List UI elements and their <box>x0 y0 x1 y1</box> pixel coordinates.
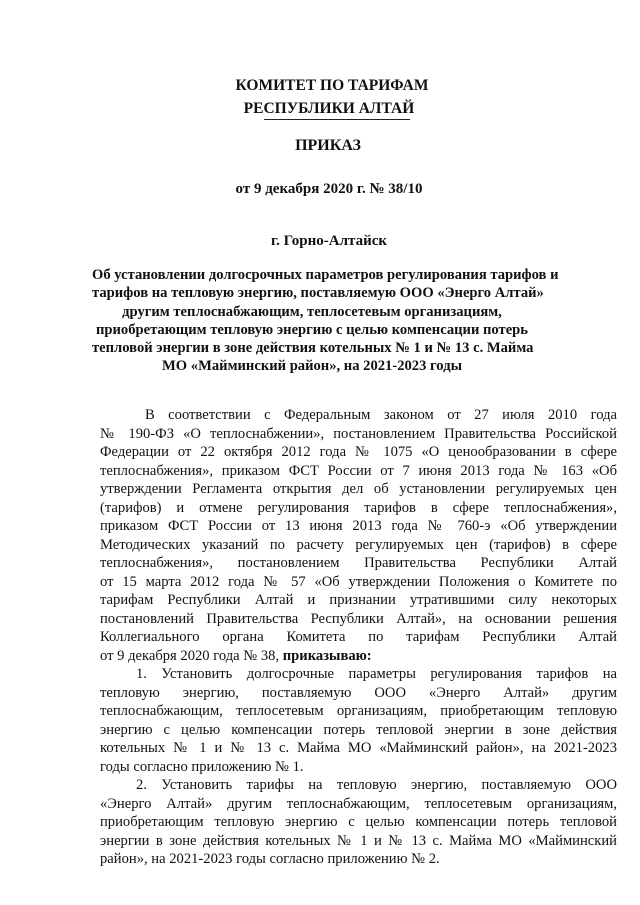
body-line: 1. Установить долгосрочные параметры регулирования тарифов на <box>136 666 617 682</box>
order-body <box>100 406 617 869</box>
body-line: от 15 марта 2012 года № 57 «Об утверждении Положения о Комитете по <box>100 573 617 590</box>
body-line: энергии в зоне действия котельных № 1 и № 13 с. Майма МО «Майминский <box>100 832 617 849</box>
body-line: теплоснабжения», постановлением Правительства Республики Алтай <box>100 555 617 571</box>
order-item-2 <box>100 776 617 869</box>
committee-name-line1: КОМИТЕТ ПО ТАРИФАМ <box>235 77 429 94</box>
body-line-final <box>100 647 617 666</box>
preamble-paragraph <box>100 406 617 665</box>
body-line: район», на 2021-2023 годы согласно приложению № 2. <box>100 851 440 867</box>
body-line: В соответствии с Федеральным законом от 27 июля 2010 года <box>145 407 617 423</box>
body-line: теплоснабжающим, теплосетевым организациям, приобретающим тепловую <box>100 703 617 719</box>
body-line: приказом ФСТ России от 13 июня 2013 года № 760-э «Об утверждении <box>100 518 617 534</box>
body-line: (тарифов) и отмене регулирования тарифов в сфере теплоснабжения», <box>100 499 617 516</box>
body-line: Коллегиального органа Комитета по тарифам Республики Алтай <box>100 629 617 645</box>
order-directive: приказываю: <box>282 647 372 664</box>
committee-name-line2: РЕСПУБЛИКИ АЛТАЙ <box>243 100 415 117</box>
header-divider <box>264 119 410 120</box>
body-line: теплоснабжения», приказом ФСТ России от 7 июня 2013 года № 163 «Об <box>100 462 617 479</box>
body-line: приобретающим тепловую энергию с целью компенсации потерь тепловой <box>100 814 617 830</box>
body-line: энергию с целью компенсации потерь тепловой энергии в зоне действия <box>100 721 617 738</box>
body-line: тепловую энергию, поставляемую ООО «Энерго Алтай» другим <box>100 684 617 701</box>
subject-line: тепловой энергии в зоне действия котельных № 1 и № 13 с. Майма <box>92 340 534 357</box>
subject-line: Об установлении долгосрочных параметров регулирования тарифов и <box>92 267 559 283</box>
body-line: утверждении Регламента открытия дел об установлении регулируемых цен <box>100 481 617 497</box>
subject-line: МО «Майминский район», на 2021-2023 годы <box>162 358 462 375</box>
body-line: «Энерго Алтай» другим теплоснабжающим, теплосетевым организациям, <box>100 795 617 812</box>
body-line: Федерации от 22 октября 2012 года № 1075 «О ценообразовании в сфере <box>100 444 617 460</box>
body-line: постановлений Правительства Республики Алтай», на основании решения <box>100 610 617 627</box>
order-item-1 <box>100 665 617 776</box>
subject-line: приобретающим тепловую энергию с целью компенсации потерь <box>95 321 529 338</box>
order-title: ПРИКАЗ <box>295 137 361 154</box>
body-line: годы согласно приложению № 1. <box>100 758 304 775</box>
subject-line: другим теплоснабжающим, теплосетевым организациям, <box>122 303 502 320</box>
order-date: от 9 декабря 2020 г. № 38/10 <box>235 181 423 197</box>
body-line: Методических указаний по расчету регулируемых цен (тарифов) в сфере <box>100 536 617 553</box>
subject-line: тарифов на тепловую энергию, поставляемую ООО «Энерго Алтай» <box>92 285 544 302</box>
city-name: г. Горно-Алтайск <box>270 233 388 249</box>
body-line: № 190-ФЗ «О теплоснабжении», постановлением Правительства Российской <box>100 425 617 442</box>
preamble-closing-text: от 9 декабря 2020 года № 38, <box>100 647 283 664</box>
body-line: тарифам Республики Алтай и признании утратившими силу некоторых <box>100 592 617 608</box>
body-line: котельных № 1 и № 13 с. Майма МО «Майминский район», на 2021-2023 <box>100 740 617 756</box>
order-subject <box>92 266 559 376</box>
body-line: 2. Установить тарифы на тепловую энергию, поставляемую ООО <box>136 777 617 793</box>
